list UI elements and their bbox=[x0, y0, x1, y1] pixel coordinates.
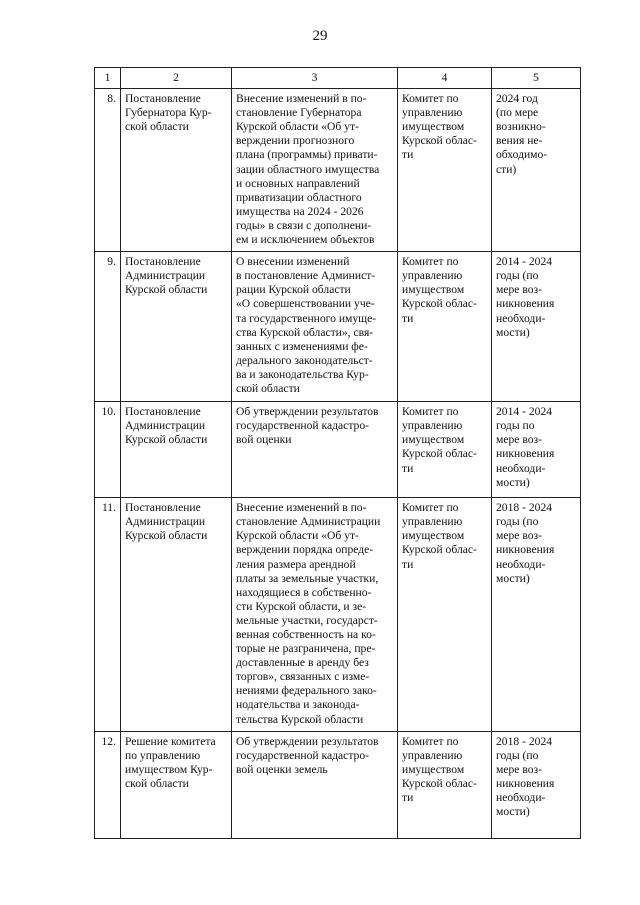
term: 2014 - 2024 годы по мере воз- никновения необходи- мости) bbox=[492, 402, 581, 498]
column-header: 1 bbox=[95, 68, 121, 89]
column-header: 2 bbox=[121, 68, 232, 89]
row-number: 12. bbox=[95, 731, 121, 838]
document-title: Внесение изменений в по- становление Губернатора Курской области «Об ут- верждении прогнозного плана (программы) привати- зации областного имущества и основных направлений приватизации областного имущества на 2024 - 2026 годы» в связи с дополнени- ем и исключением объектов bbox=[232, 89, 398, 252]
table-row bbox=[95, 252, 581, 402]
document-title: Об утверждении результатов государственной кадастро- вой оценки bbox=[232, 402, 398, 498]
document-type: Решение комитета по управлению имуществом Кур- ской области bbox=[121, 731, 232, 838]
table-row bbox=[95, 402, 581, 498]
executor: Комитет по управлению имуществом Курской облас- ти bbox=[398, 498, 492, 732]
term: 2024 год (по мере возникно- вения не- обходимо- сти) bbox=[492, 89, 581, 252]
table-row bbox=[95, 89, 581, 252]
table-row bbox=[95, 498, 581, 732]
plan-table bbox=[94, 67, 581, 839]
term: 2018 - 2024 годы (по мере воз- никновения необходи- мости) bbox=[492, 498, 581, 732]
table-header-row bbox=[95, 68, 581, 89]
table-row bbox=[95, 731, 581, 838]
document-type: Постановление Администрации Курской области bbox=[121, 402, 232, 498]
document-type: Постановление Администрации Курской области bbox=[121, 252, 232, 402]
page-number: 29 bbox=[312, 28, 328, 44]
column-header: 4 bbox=[398, 68, 492, 89]
term: 2018 - 2024 годы (по мере воз- никновения необходи- мости) bbox=[492, 731, 581, 838]
column-header: 5 bbox=[492, 68, 581, 89]
term: 2014 - 2024 годы (по мере воз- никновения необходи- мости) bbox=[492, 252, 581, 402]
row-number: 11. bbox=[95, 498, 121, 732]
row-number: 9. bbox=[95, 252, 121, 402]
executor: Комитет по управлению имуществом Курской облас- ти bbox=[398, 402, 492, 498]
document-type: Постановление Губернатора Кур- ской области bbox=[121, 89, 232, 252]
document-title: Об утверждении результатов государственной кадастро- вой оценки земель bbox=[232, 731, 398, 838]
document-title: Внесение изменений в по- становление Администрации Курской области «Об ут- верждении порядка опреде- ления размера арендной платы за земельные участки, находящиеся в собственно- сти Курской области, и зе- мельные участки, государст- венная собственность на ко- торые не разграничена, пре- доставленные в аренду без торгов», связанных с изме- нениями федерального зако- нодательства и законода- тельства Курской области bbox=[232, 498, 398, 732]
row-number: 10. bbox=[95, 402, 121, 498]
row-number: 8. bbox=[95, 89, 121, 252]
executor: Комитет по управлению имуществом Курской облас- ти bbox=[398, 252, 492, 402]
executor: Комитет по управлению имуществом Курской облас- ти bbox=[398, 89, 492, 252]
executor: Комитет по управлению имуществом Курской облас- ти bbox=[398, 731, 492, 838]
document-title: О внесении изменений в постановление Админист- рации Курской области «О совершенствовании уче- та государственного имуще- ства Курской области», свя- занных с изменениями фе- дерального законодательст- ва и законодательства Кур- ской области bbox=[232, 252, 398, 402]
document-type: Постановление Администрации Курской области bbox=[121, 498, 232, 732]
column-header: 3 bbox=[232, 68, 398, 89]
